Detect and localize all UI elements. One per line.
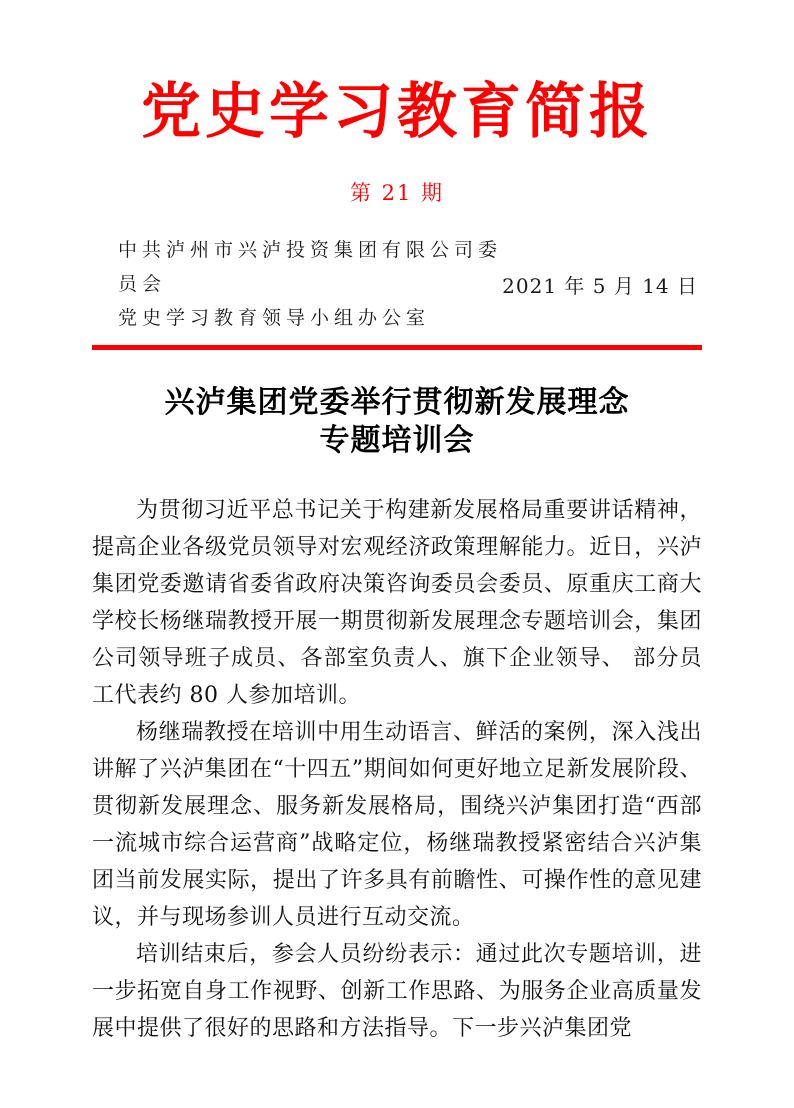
issue-date: 2021 年 5 月 14 日	[502, 273, 698, 298]
issuing-org-line1: 中共泸州市兴泸投资集团有限公司委员会	[118, 239, 503, 295]
article-title-line1: 兴泸集团党委举行贯彻新发展理念	[164, 385, 630, 420]
issuing-org-line2: 党史学习教育领导小组办公室	[118, 307, 431, 329]
issuing-org-block	[118, 233, 502, 335]
article-paragraph: 杨继瑞教授在培训中用生动语言、鲜活的案例，深入浅出讲解了兴泸集团在“十四五”期间如何更好地立足新发展阶段、贯彻新发展理念、服务新发展格局，围绕兴泸集团打造“西部一流城市综合运营商”战略定位，杨继瑞教授紧密结合兴泸集团当前发展实际，提出了许多具有前瞻性、可操作性的意见建议，并与现场参训人员进行互动交流。	[92, 720, 702, 930]
article-body	[92, 492, 702, 1047]
header-row	[92, 233, 702, 350]
article-title	[92, 384, 702, 460]
article-title-line2: 专题培训会	[319, 423, 475, 458]
page-content	[0, 78, 794, 1047]
article-paragraph: 培训结束后，参会人员纷纷表示：通过此次专题培训，进一步拓宽自身工作视野、创新工作思路、为服务企业高质量发展中提供了很好的思路和方法指导。下一步兴泸集团党	[92, 942, 702, 1041]
masthead-title: 党史学习教育简报	[141, 77, 653, 147]
article-paragraph: 为贯彻习近平总书记关于构建新发展格局重要讲话精神，提高企业各级党员领导对宏观经济政策理解能力。近日，兴泸集团党委邀请省委省政府决策咨询委员会委员、原重庆工商大学校长杨继瑞教授开展一期贯彻新发展理念专题培训会，集团公司领导班子成员、各部室负责人、旗下企业领导、 部分员工代表约 80 人参加培训。	[92, 498, 702, 708]
issue-number: 第 21 期	[349, 181, 445, 205]
